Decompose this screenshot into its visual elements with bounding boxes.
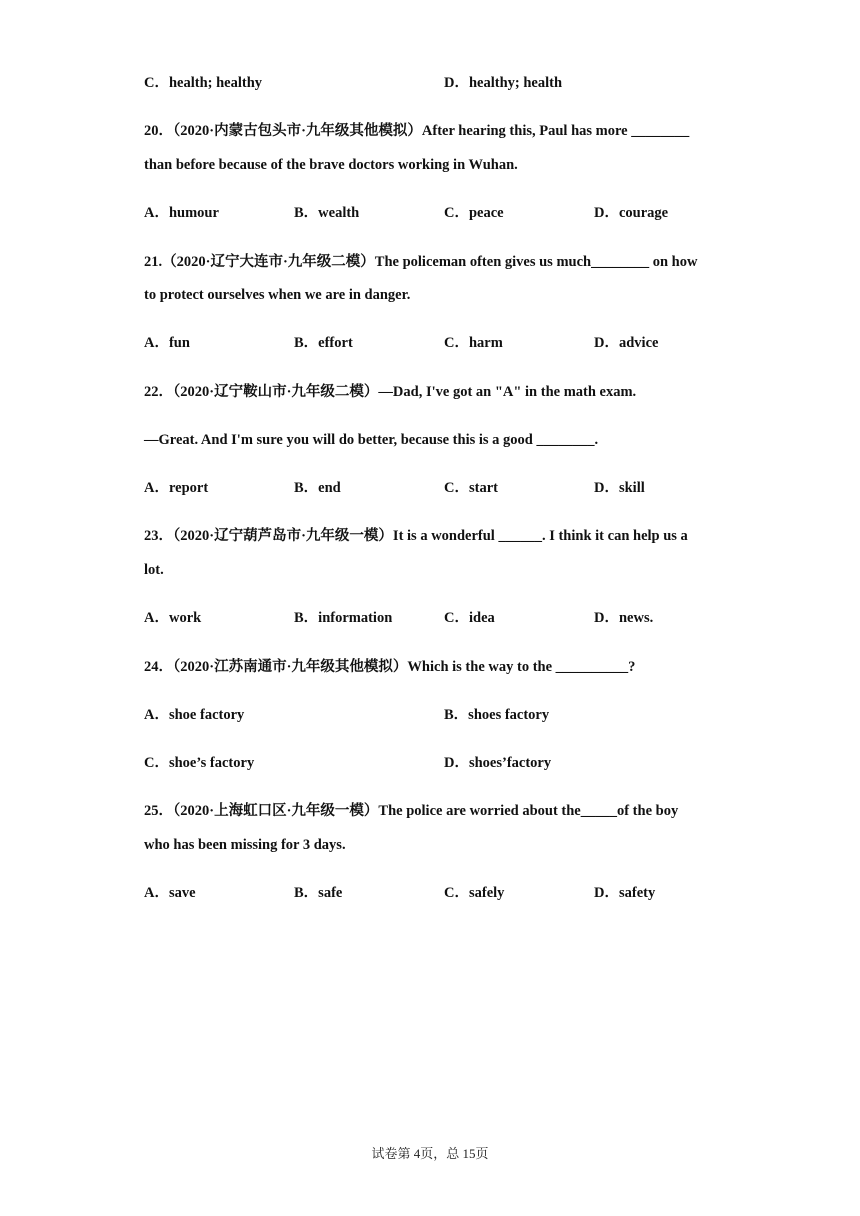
q25-option-d: D．safety	[594, 885, 656, 901]
q24-option-d: D．shoes’factory	[444, 755, 552, 771]
q25-stem-line1: 25．（2020·上海虹口区·九年级一模）The police are worried about the_____of the boy	[144, 803, 679, 819]
q25-option-b: B．safe	[294, 885, 343, 901]
q21-stem-line2: to protect ourselves when we are in danger.	[144, 287, 411, 303]
q25-stem-line2: who has been missing for 3 days.	[144, 837, 346, 853]
q22-option-b: B．end	[294, 480, 341, 496]
q21-option-a: A．fun	[144, 335, 190, 351]
q25-option-a: A．save	[144, 885, 196, 901]
q20-stem-line1: 20．（2020·内蒙古包头市·九年级其他模拟）After hearing this, Paul has more ________	[144, 123, 690, 139]
q24-option-b: B．shoes factory	[444, 707, 550, 723]
q24-option-c: C．shoe’s factory	[144, 755, 255, 771]
q20-option-a: A．humour	[144, 205, 219, 221]
q21-stem-line1: 21.（2020·辽宁大连市·九年级二模）The policeman often gives us much________ on how	[144, 254, 698, 270]
q23-option-a: A．work	[144, 610, 202, 626]
q21-option-c: C．harm	[444, 335, 503, 351]
q22-option-d: D．skill	[594, 480, 645, 496]
q19-option-d: D．healthy; health	[444, 75, 563, 91]
q23-option-b: B．information	[294, 610, 393, 626]
q20-option-b: B．wealth	[294, 205, 360, 221]
q24-option-a: A．shoe factory	[144, 707, 245, 723]
q21-option-d: D．advice	[594, 335, 659, 351]
q20-option-c: C．peace	[444, 205, 504, 221]
q23-option-d: D．news.	[594, 610, 654, 626]
q20-option-d: D．courage	[594, 205, 669, 221]
q22-option-a: A．report	[144, 480, 209, 496]
q19-option-c: C．health; healthy	[144, 75, 263, 91]
page-footer: 试卷第 4页，总 15页	[371, 1146, 489, 1161]
q21-option-b: B．effort	[294, 335, 353, 351]
q22-stem-line1: 22．（2020·辽宁鞍山市·九年级二模）—Dad, I've got an "A" in the math exam.	[144, 384, 637, 400]
q22-option-c: C．start	[444, 480, 498, 496]
q24-stem-line1: 24．（2020·江苏南通市·九年级其他模拟）Which is the way to the __________?	[144, 659, 636, 675]
q20-stem-line2: than before because of the brave doctors working in Wuhan.	[144, 157, 518, 173]
q23-stem-line1: 23．（2020·辽宁葫芦岛市·九年级一模）It is a wonderful ______. I think it can help us a	[144, 528, 688, 544]
q22-stem-line2: —Great. And I'm sure you will do better, because this is a good ________.	[144, 432, 599, 448]
q23-option-c: C．idea	[444, 610, 495, 626]
q23-stem-line2: lot.	[144, 562, 164, 578]
q25-option-c: C．safely	[444, 885, 505, 901]
